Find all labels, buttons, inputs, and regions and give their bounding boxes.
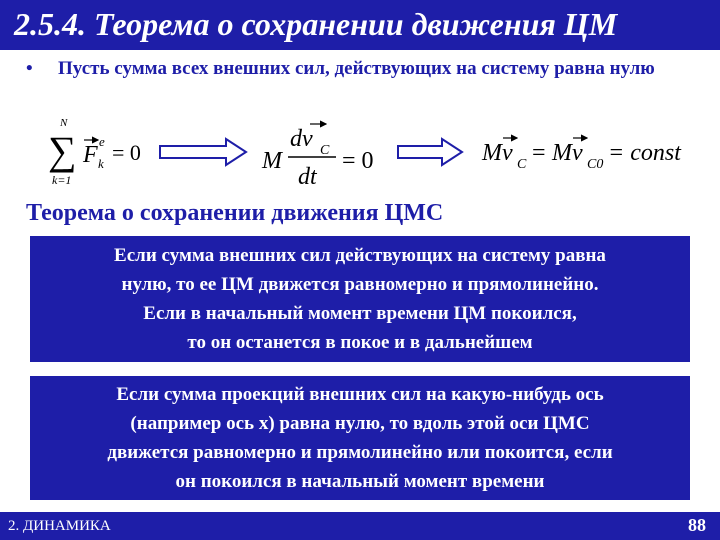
theorem-box-2	[30, 376, 690, 500]
momentum-c: Mv	[482, 140, 513, 166]
bullet-text: Пусть сумма всех внешних сил, действующих на систему равна нулю	[58, 58, 655, 79]
theorem-box-1	[30, 236, 690, 362]
theorem-box-2-line: (например ось x) равна нулю, то вдоль этой оси ЦМС	[130, 413, 590, 434]
theorem-box-2-line: движется равномерно и прямолинейно или покоится, если	[107, 442, 613, 463]
equals-zero-2: = 0	[342, 148, 374, 174]
equals-zero-1: = 0	[112, 140, 141, 165]
velocity-subscript-1: C	[320, 143, 330, 158]
slide-title: 2.5.4. Теорема о сохранении движения ЦМ	[14, 6, 618, 42]
equals-sign: =	[532, 140, 546, 166]
page-number: 88	[688, 515, 706, 535]
equals-const: = const	[608, 140, 681, 166]
title-bar	[0, 0, 720, 50]
theorem-heading: Теорема о сохранении движения ЦМС	[26, 200, 444, 226]
theorem-box-2-line: он покоился в начальный момент времени	[175, 471, 545, 492]
implication-arrow-1	[160, 139, 246, 165]
force-subscript: k	[98, 156, 104, 171]
bullet-marker: •	[26, 58, 33, 79]
footer-section-label: 2. ДИНАМИКА	[8, 518, 111, 534]
implication-arrow-2	[398, 139, 462, 165]
sum-lower-limit: k=1	[52, 173, 72, 187]
momentum-c0: Mv	[552, 140, 583, 166]
sum-upper-limit: N	[60, 117, 68, 129]
footer-bar	[0, 512, 720, 540]
momentum-c0-subscript: C0	[587, 157, 604, 172]
theorem-box-2-line: Если сумма проекций внешних сил на какую-нибудь ось	[116, 384, 604, 405]
theorem-box-1-line: то он останется в покое и в дальнейшем	[187, 332, 533, 353]
sum-symbol: ∑	[48, 128, 77, 173]
force-symbol: F	[83, 142, 98, 168]
theorem-box-1-line: Если сумма внешних сил действующих на систему равна	[114, 245, 606, 266]
derivative-numerator: dv	[290, 126, 313, 152]
theorem-box-1-line: нулю, то ее ЦМ движется равномерно и прямолинейно.	[121, 274, 599, 295]
theorem-box-1-line: Если в начальный момент времени ЦМ покоился,	[143, 303, 577, 324]
momentum-c-subscript: C	[517, 157, 527, 172]
derivative-denominator: dt	[298, 164, 317, 190]
formula	[0, 112, 720, 196]
mass-symbol: M	[262, 148, 282, 174]
force-superscript: e	[99, 134, 105, 149]
